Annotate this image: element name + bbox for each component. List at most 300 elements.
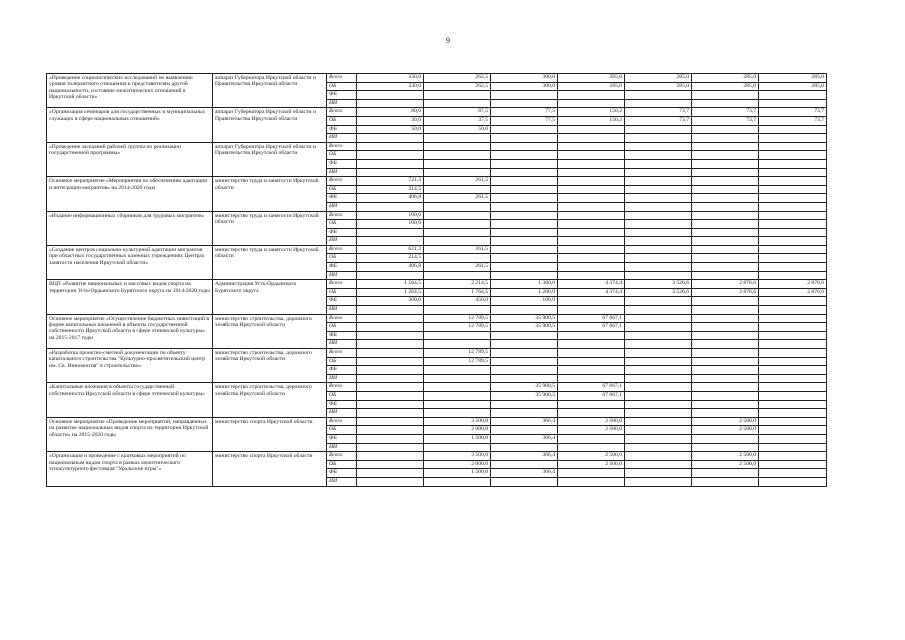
amount-cell: 261,5 xyxy=(424,245,491,254)
amount-cell xyxy=(357,443,424,452)
amount-cell xyxy=(491,237,558,246)
funding-source: ФБ xyxy=(327,91,357,100)
activity-name: Основное мероприятие «Мероприятия по обеспечению адаптации и интеграции мигрантов» на 2014-2020 годы xyxy=(47,177,213,211)
amount-cell xyxy=(357,228,424,237)
funding-source: Всего xyxy=(327,177,357,186)
amount-cell: 366,4 xyxy=(491,417,558,426)
amount-cell xyxy=(625,151,692,160)
amount-cell xyxy=(424,220,491,229)
amount-cell xyxy=(491,374,558,383)
amount-cell: 12 789,5 xyxy=(424,323,491,332)
amount-cell xyxy=(759,340,827,349)
table-row xyxy=(47,211,827,220)
amount-cell: 35 900,5 xyxy=(491,391,558,400)
amount-cell: 406,8 xyxy=(357,194,424,203)
funding-source: ИИ xyxy=(327,340,357,349)
amount-cell: 1 500,0 xyxy=(424,434,491,443)
amount-cell xyxy=(558,357,625,366)
amount-cell xyxy=(759,452,827,461)
amount-cell xyxy=(692,297,759,306)
amount-cell xyxy=(692,469,759,478)
amount-cell: 3 526,6 xyxy=(625,288,692,297)
amount-cell xyxy=(692,434,759,443)
amount-cell: 285,0 xyxy=(692,82,759,91)
amount-cell xyxy=(558,211,625,220)
amount-cell xyxy=(692,263,759,272)
amount-cell xyxy=(759,391,827,400)
funding-source: ФБ xyxy=(327,263,357,272)
amount-cell xyxy=(692,99,759,108)
amount-cell xyxy=(692,314,759,323)
amount-cell xyxy=(558,142,625,151)
amount-cell: 285,0 xyxy=(692,74,759,83)
table-row xyxy=(47,452,827,461)
amount-cell xyxy=(625,366,692,375)
amount-cell: 450,0 xyxy=(424,297,491,306)
amount-cell: 2 876,6 xyxy=(759,288,827,297)
activity-name: «Организация и проведение с кратковых мероприятий по национальным видам спорта в рамках межэтнического этнокультурного фестиваля "Уральские игры"» xyxy=(47,452,213,486)
amount-cell xyxy=(759,125,827,134)
amount-cell xyxy=(759,237,827,246)
amount-cell: 150,2 xyxy=(558,108,625,117)
table-row xyxy=(47,74,827,83)
amount-cell xyxy=(357,331,424,340)
amount-cell: 300,0 xyxy=(491,74,558,83)
funding-source: ФБ xyxy=(327,331,357,340)
amount-cell: 261,5 xyxy=(424,194,491,203)
amount-cell xyxy=(759,297,827,306)
funding-source: ОБ xyxy=(327,220,357,229)
amount-cell xyxy=(692,151,759,160)
amount-cell xyxy=(424,168,491,177)
amount-cell: 73,7 xyxy=(759,116,827,125)
amount-cell xyxy=(692,254,759,263)
amount-cell xyxy=(625,263,692,272)
funding-source: ОБ xyxy=(327,116,357,125)
amount-cell: 214,5 xyxy=(357,254,424,263)
activity-name: Основное мероприятие «Проведение мероприятий, направленных на развитие национальных видов спорта на территории Иркутской области» на 2015-2020 годы xyxy=(47,417,213,451)
amount-cell xyxy=(424,340,491,349)
amount-cell xyxy=(692,306,759,315)
amount-cell xyxy=(424,366,491,375)
amount-cell: 2 500,0 xyxy=(558,460,625,469)
amount-cell xyxy=(625,185,692,194)
amount-cell xyxy=(558,202,625,211)
amount-cell xyxy=(357,460,424,469)
amount-cell: 285,0 xyxy=(625,74,692,83)
amount-cell xyxy=(692,211,759,220)
amount-cell: 73,7 xyxy=(692,116,759,125)
table-row xyxy=(47,142,827,151)
amount-cell xyxy=(692,202,759,211)
amount-cell: 67 667,1 xyxy=(558,314,625,323)
amount-cell: 1 380,0 xyxy=(491,280,558,289)
amount-cell xyxy=(491,228,558,237)
table-row xyxy=(47,417,827,426)
amount-cell: 67 667,1 xyxy=(558,383,625,392)
amount-cell: 50,0 xyxy=(357,125,424,134)
executor-name: аппарат Губернатора Иркутской области и Правительства Иркутской области xyxy=(213,142,327,176)
amount-cell: 4 374,4 xyxy=(558,280,625,289)
amount-cell xyxy=(759,99,827,108)
amount-cell xyxy=(692,185,759,194)
executor-name: министерство труда и занятости Иркутской области xyxy=(213,211,327,245)
amount-cell xyxy=(692,237,759,246)
amount-cell: 330,0 xyxy=(357,74,424,83)
table-row xyxy=(47,314,827,323)
amount-cell xyxy=(759,366,827,375)
activity-name: «Разработка проектно-сметной документации по объекту капитального строительства "Культурно-просветительский центр им. Св. Иннокентия" в строительство» xyxy=(47,349,213,383)
amount-cell: 87,5 xyxy=(424,108,491,117)
amount-cell xyxy=(759,168,827,177)
amount-cell xyxy=(357,434,424,443)
amount-cell xyxy=(625,340,692,349)
amount-cell xyxy=(558,263,625,272)
funding-source: ФБ xyxy=(327,159,357,168)
amount-cell xyxy=(759,142,827,151)
amount-cell xyxy=(692,357,759,366)
amount-cell xyxy=(491,409,558,418)
amount-cell xyxy=(491,400,558,409)
amount-cell xyxy=(759,383,827,392)
amount-cell xyxy=(759,91,827,100)
amount-cell xyxy=(491,477,558,486)
activity-name: «Проведение заседаний рабочей группы по реализации государственной программы» xyxy=(47,142,213,176)
funding-source: Всего xyxy=(327,383,357,392)
amount-cell: 2 500,0 xyxy=(558,417,625,426)
amount-cell xyxy=(692,177,759,186)
funding-source: ОБ xyxy=(327,391,357,400)
amount-cell xyxy=(759,254,827,263)
amount-cell: 2 876,6 xyxy=(692,280,759,289)
amount-cell: 100,0 xyxy=(491,297,558,306)
amount-cell xyxy=(558,237,625,246)
amount-cell: 2 500,0 xyxy=(692,452,759,461)
funding-source: ОБ xyxy=(327,254,357,263)
amount-cell: 3 500,0 xyxy=(424,417,491,426)
amount-cell xyxy=(558,125,625,134)
amount-cell xyxy=(759,469,827,478)
amount-cell xyxy=(558,331,625,340)
amount-cell: 261,5 xyxy=(424,177,491,186)
amount-cell xyxy=(491,185,558,194)
funding-source: ОБ xyxy=(327,288,357,297)
amount-cell: 285,0 xyxy=(759,82,827,91)
amount-cell xyxy=(424,443,491,452)
amount-cell: 2 876,6 xyxy=(692,288,759,297)
amount-cell: 2 876,6 xyxy=(759,280,827,289)
amount-cell xyxy=(491,340,558,349)
executor-name: министерство строительства, дорожного хозяйства Иркутской области xyxy=(213,383,327,417)
amount-cell xyxy=(491,151,558,160)
activity-name: ВЦП «Развитие национальных и массовых видов спорта на территории Усть-Ордынского Бурятского округа на 2014-2020 годы xyxy=(47,280,213,314)
amount-cell xyxy=(491,211,558,220)
funding-source: ОБ xyxy=(327,185,357,194)
amount-cell xyxy=(692,194,759,203)
amount-cell: 366,4 xyxy=(491,434,558,443)
amount-cell xyxy=(625,391,692,400)
amount-cell: 2 500,0 xyxy=(558,426,625,435)
amount-cell: 150,2 xyxy=(558,116,625,125)
amount-cell xyxy=(357,271,424,280)
amount-cell xyxy=(625,125,692,134)
amount-cell xyxy=(692,220,759,229)
amount-cell xyxy=(625,314,692,323)
amount-cell xyxy=(625,245,692,254)
amount-cell xyxy=(357,374,424,383)
amount-cell xyxy=(558,443,625,452)
amount-cell: 285,0 xyxy=(625,82,692,91)
table-row xyxy=(47,177,827,186)
amount-cell: 330,0 xyxy=(357,82,424,91)
funding-source: ОБ xyxy=(327,357,357,366)
amount-cell xyxy=(692,323,759,332)
amount-cell xyxy=(692,228,759,237)
amount-cell xyxy=(692,477,759,486)
amount-cell xyxy=(558,228,625,237)
funding-source: Всего xyxy=(327,108,357,117)
amount-cell xyxy=(424,374,491,383)
amount-cell xyxy=(491,271,558,280)
amount-cell xyxy=(625,383,692,392)
budget-table-body xyxy=(47,74,827,487)
funding-source: Всего xyxy=(327,417,357,426)
amount-cell xyxy=(625,349,692,358)
amount-cell: 12 789,5 xyxy=(424,357,491,366)
amount-cell xyxy=(357,409,424,418)
amount-cell xyxy=(558,477,625,486)
funding-source: Всего xyxy=(327,349,357,358)
amount-cell xyxy=(692,245,759,254)
amount-cell: 2 000,0 xyxy=(424,426,491,435)
amount-cell xyxy=(759,477,827,486)
amount-cell xyxy=(357,159,424,168)
funding-source: ФБ xyxy=(327,434,357,443)
amount-cell xyxy=(558,366,625,375)
funding-source: ФБ xyxy=(327,297,357,306)
amount-cell xyxy=(357,168,424,177)
amount-cell xyxy=(759,134,827,143)
amount-cell: 366,4 xyxy=(491,469,558,478)
amount-cell xyxy=(357,340,424,349)
amount-cell xyxy=(759,245,827,254)
funding-source: ИИ xyxy=(327,477,357,486)
amount-cell xyxy=(692,271,759,280)
amount-cell xyxy=(759,434,827,443)
budget-table xyxy=(46,73,827,487)
amount-cell: 100,0 xyxy=(357,220,424,229)
amount-cell xyxy=(491,245,558,254)
amount-cell xyxy=(491,460,558,469)
amount-cell xyxy=(625,460,692,469)
amount-cell xyxy=(357,417,424,426)
table-row xyxy=(47,108,827,117)
amount-cell xyxy=(558,469,625,478)
amount-cell: 285,0 xyxy=(558,74,625,83)
amount-cell xyxy=(424,383,491,392)
table-row xyxy=(47,349,827,358)
amount-cell: 50,0 xyxy=(424,125,491,134)
amount-cell xyxy=(558,220,625,229)
amount-cell xyxy=(759,417,827,426)
amount-cell: 314,5 xyxy=(357,185,424,194)
amount-cell xyxy=(491,134,558,143)
amount-cell xyxy=(625,477,692,486)
amount-cell xyxy=(558,245,625,254)
activity-name: «Капитальные вложения в объекты государственной собственности Иркутской области в сфере этнической культуры» xyxy=(47,383,213,417)
amount-cell xyxy=(692,374,759,383)
amount-cell xyxy=(491,366,558,375)
amount-cell xyxy=(558,168,625,177)
amount-cell: 73,7 xyxy=(625,116,692,125)
amount-cell xyxy=(558,177,625,186)
amount-cell xyxy=(759,400,827,409)
amount-cell: 2 500,0 xyxy=(692,426,759,435)
amount-cell xyxy=(692,349,759,358)
amount-cell xyxy=(759,374,827,383)
amount-cell: 2 214,5 xyxy=(424,280,491,289)
amount-cell xyxy=(558,185,625,194)
amount-cell xyxy=(424,228,491,237)
executor-name: Администрация Усть-Ордынского Бурятского округа xyxy=(213,280,327,314)
amount-cell xyxy=(759,323,827,332)
amount-cell: 35 900,5 xyxy=(491,314,558,323)
amount-cell xyxy=(692,134,759,143)
amount-cell xyxy=(625,168,692,177)
amount-cell xyxy=(491,349,558,358)
funding-source: ИИ xyxy=(327,134,357,143)
amount-cell xyxy=(558,340,625,349)
amount-cell xyxy=(357,151,424,160)
amount-cell: 67 667,1 xyxy=(558,323,625,332)
amount-cell xyxy=(357,383,424,392)
amount-cell xyxy=(692,391,759,400)
activity-name: «Создание центров социально-культурной адаптации мигрантов при областных государственных казенных учреждениях Центрах занятости населения Иркутской области» xyxy=(47,245,213,279)
amount-cell xyxy=(625,357,692,366)
amount-cell xyxy=(625,202,692,211)
amount-cell xyxy=(759,409,827,418)
amount-cell xyxy=(491,220,558,229)
amount-cell xyxy=(357,237,424,246)
amount-cell xyxy=(759,314,827,323)
executor-name: аппарат Губернатора Иркутской области и Правительства Иркутской области xyxy=(213,74,327,108)
amount-cell xyxy=(692,340,759,349)
amount-cell xyxy=(491,426,558,435)
amount-cell: 67 667,1 xyxy=(558,391,625,400)
funding-source: ФБ xyxy=(327,469,357,478)
funding-source: Всего xyxy=(327,245,357,254)
amount-cell xyxy=(491,443,558,452)
amount-cell: 262,5 xyxy=(424,82,491,91)
funding-source: ИИ xyxy=(327,168,357,177)
amount-cell xyxy=(558,254,625,263)
amount-cell: 100,0 xyxy=(357,211,424,220)
amount-cell xyxy=(692,383,759,392)
amount-cell xyxy=(357,142,424,151)
amount-cell xyxy=(357,477,424,486)
amount-cell xyxy=(759,194,827,203)
amount-cell xyxy=(424,477,491,486)
amount-cell xyxy=(625,409,692,418)
amount-cell xyxy=(625,443,692,452)
amount-cell: 4 374,4 xyxy=(558,288,625,297)
amount-cell xyxy=(625,434,692,443)
amount-cell xyxy=(625,323,692,332)
amount-cell xyxy=(424,151,491,160)
amount-cell xyxy=(625,297,692,306)
amount-cell xyxy=(424,159,491,168)
funding-source: ФБ xyxy=(327,366,357,375)
amount-cell xyxy=(625,134,692,143)
amount-cell xyxy=(759,211,827,220)
amount-cell xyxy=(692,168,759,177)
amount-cell xyxy=(491,202,558,211)
funding-source: ИИ xyxy=(327,306,357,315)
amount-cell: 2 500,0 xyxy=(558,452,625,461)
activity-name: «Издание информационных сборников для трудовых мигрантов» xyxy=(47,211,213,245)
amount-cell xyxy=(558,409,625,418)
amount-cell xyxy=(491,357,558,366)
funding-source: Всего xyxy=(327,74,357,83)
funding-source: ИИ xyxy=(327,271,357,280)
amount-cell: 1 500,0 xyxy=(424,469,491,478)
funding-source: ФБ xyxy=(327,125,357,134)
amount-cell xyxy=(759,159,827,168)
amount-cell: 2 000,0 xyxy=(424,460,491,469)
funding-source: ИИ xyxy=(327,202,357,211)
amount-cell xyxy=(625,211,692,220)
amount-cell: 1 280,0 xyxy=(491,288,558,297)
amount-cell: 77,5 xyxy=(491,108,558,117)
amount-cell xyxy=(759,228,827,237)
funding-source: ОБ xyxy=(327,460,357,469)
table-row xyxy=(47,280,827,289)
amount-cell xyxy=(625,469,692,478)
amount-cell xyxy=(692,142,759,151)
amount-cell xyxy=(625,452,692,461)
amount-cell xyxy=(558,374,625,383)
amount-cell xyxy=(357,323,424,332)
amount-cell xyxy=(424,211,491,220)
amount-cell xyxy=(491,263,558,272)
amount-cell xyxy=(558,400,625,409)
amount-cell: 1 564,5 xyxy=(357,280,424,289)
amount-cell: 3 526,6 xyxy=(625,280,692,289)
amount-cell xyxy=(692,159,759,168)
funding-source: ОБ xyxy=(327,323,357,332)
amount-cell xyxy=(625,142,692,151)
amount-cell xyxy=(424,202,491,211)
funding-source: Всего xyxy=(327,452,357,461)
amount-cell xyxy=(424,254,491,263)
amount-cell xyxy=(357,349,424,358)
amount-cell xyxy=(357,426,424,435)
amount-cell xyxy=(424,409,491,418)
activity-name: «Проведение социологических исследований по выявлению уровня толерантного отношения к представителям другой национальности, состояние межэтнических отношений в Иркутской области» xyxy=(47,74,213,108)
amount-cell: 366,4 xyxy=(491,452,558,461)
amount-cell xyxy=(558,194,625,203)
amount-cell xyxy=(759,185,827,194)
amount-cell xyxy=(625,220,692,229)
funding-source: ОБ xyxy=(327,151,357,160)
amount-cell: 621,3 xyxy=(357,245,424,254)
amount-cell xyxy=(625,194,692,203)
funding-source: ИИ xyxy=(327,237,357,246)
funding-source: Всего xyxy=(327,142,357,151)
table-row xyxy=(47,383,827,392)
amount-cell: 73,7 xyxy=(625,108,692,117)
amount-cell xyxy=(491,306,558,315)
